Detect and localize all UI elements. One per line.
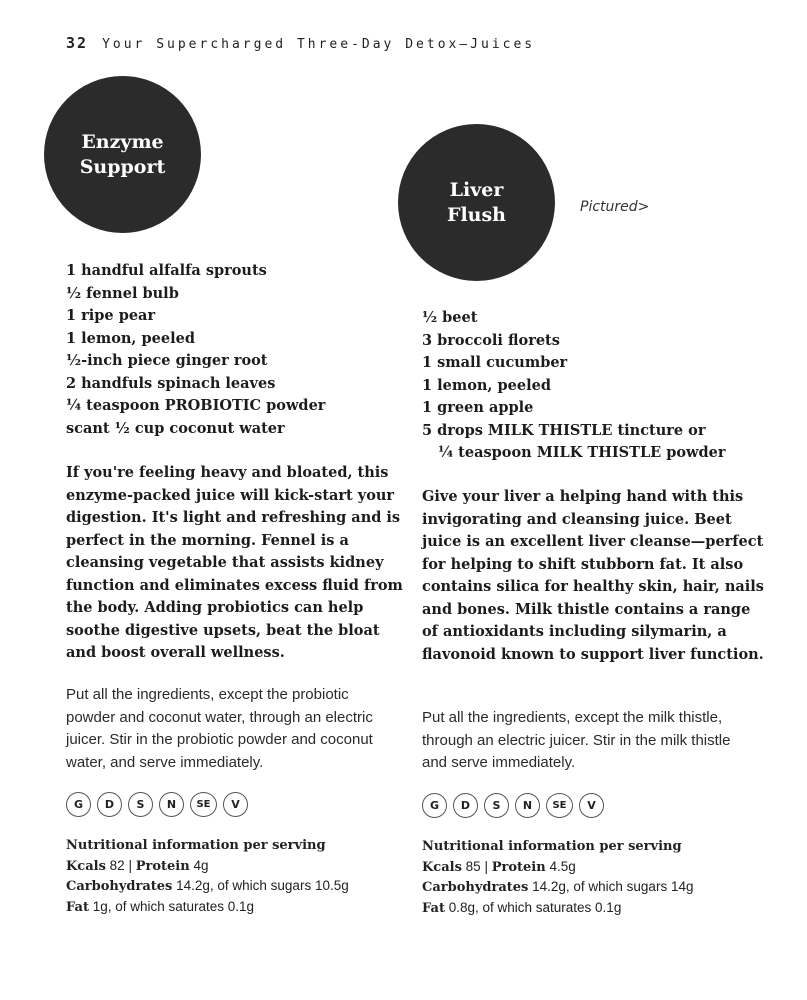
ingredient-list	[66, 260, 325, 440]
ingredient-item: scant ½ cup coconut water	[66, 419, 285, 437]
ingredient-item: ½-inch piece ginger root	[66, 352, 268, 369]
ingredient-item: 1 ripe pear	[66, 307, 156, 324]
gluten-free-badge: G	[422, 793, 447, 818]
nutrition-row-fat: Fat 1g, of which saturates 0.1g	[66, 898, 255, 915]
nut-free-badge: N	[515, 793, 540, 818]
ingredient-item: 1 handful alfalfa sprouts	[66, 262, 267, 279]
running-header	[66, 34, 535, 52]
vegan-badge: V	[579, 793, 604, 818]
seed-free-badge: SE	[546, 793, 573, 818]
running-title: Your Supercharged Three-Day Detox—Juices	[102, 37, 536, 52]
ingredient-item: ½ beet	[422, 309, 478, 326]
recipe-title-circle	[398, 124, 555, 281]
ingredient-item: 1 lemon, peeled	[422, 376, 551, 394]
recipe-title-circle	[44, 76, 201, 233]
ingredient-item: 5 drops MILK THISTLE tincture or	[422, 421, 706, 439]
gluten-free-badge: G	[66, 792, 91, 817]
nutrition-info	[422, 837, 693, 918]
nutrition-row-carbs: Carbohydrates 14.2g, of which sugars 14g	[422, 879, 694, 895]
sugar-free-badge: S	[484, 793, 509, 818]
nutrition-row-energy: Kcals 82 | Protein 4g	[66, 857, 209, 874]
recipe-method: Put all the ingredients, except the milk thistle, through an electric juicer. Stir in the milk thistle and serve immediately.	[422, 709, 731, 771]
nutrition-info	[66, 836, 349, 917]
page-number: 32	[66, 34, 89, 52]
nutrition-row-carbs: Carbohydrates 14.2g, of which sugars 10.5g	[66, 878, 349, 894]
nutrition-heading: Nutritional information per serving	[66, 838, 326, 853]
dairy-free-badge: D	[453, 793, 478, 818]
ingredient-item: 1 small cucumber	[422, 354, 568, 371]
ingredient-item: 1 green apple	[422, 399, 534, 416]
dietary-badges	[422, 793, 604, 818]
ingredient-item: ¼ teaspoon MILK THISTLE powder	[438, 444, 726, 461]
recipe-intro: Give your liver a helping hand with this invigorating and cleansing juice. Beet juice is an excellent liver cleanse—perfect for helping to shift stubborn fat. It also contains silica for healthy skin, hair, nails and bones. Milk thistle contains a range of antioxidants including silymarin, a flavonoid known to support liver function.	[422, 488, 764, 663]
ingredient-item: ¼ teaspoon PROBIOTIC powder	[66, 397, 326, 414]
recipe-title: Enzyme Support	[79, 130, 166, 178]
ingredient-list	[422, 307, 726, 465]
nutrition-row-fat: Fat 0.8g, of which saturates 0.1g	[422, 899, 622, 916]
recipe-method: Put all the ingredients, except the probiotic powder and coconut water, through an electric juicer. Stir in the probiotic powder and coconut water, and serve immediately.	[66, 686, 373, 771]
pictured-note: Pictured>	[580, 199, 650, 215]
nutrition-heading: Nutritional information per serving	[422, 839, 682, 854]
seed-free-badge: SE	[190, 792, 217, 817]
ingredient-item: ½ fennel bulb	[66, 284, 179, 302]
nutrition-row-energy: Kcals 85 | Protein 4.5g	[422, 858, 576, 875]
vegan-badge: V	[223, 792, 248, 817]
recipe-intro: If you're feeling heavy and bloated, this enzyme-packed juice will kick-start your digestion. It's light and refreshing and is perfect in the morning. Fennel is a cleansing vegetable that assists kidney function and eliminates excess fluid from the body. Adding probiotics can help soothe digestive upsets, beat the bloat and boost overall wellness.	[66, 464, 403, 661]
dairy-free-badge: D	[97, 792, 122, 817]
dietary-badges	[66, 792, 248, 817]
ingredient-item: 2 handfuls spinach leaves	[66, 374, 276, 392]
ingredient-item: 3 broccoli florets	[422, 331, 560, 349]
nut-free-badge: N	[159, 792, 184, 817]
sugar-free-badge: S	[128, 792, 153, 817]
ingredient-item: 1 lemon, peeled	[66, 329, 195, 347]
recipe-title: Liver Flush	[446, 178, 507, 226]
